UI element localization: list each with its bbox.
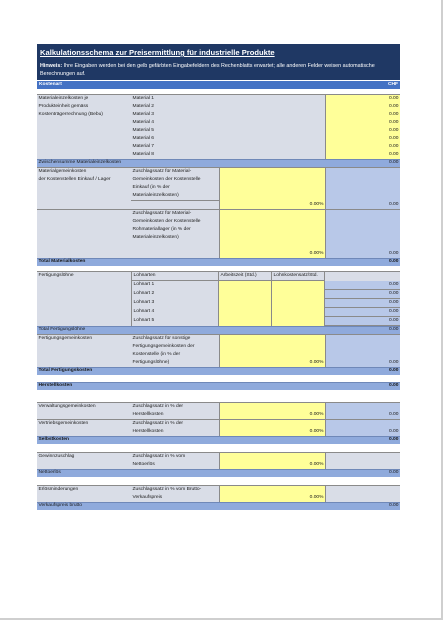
- selbstkosten-label: Selbstkosten: [38, 437, 69, 443]
- material-item-2-name: Material 2: [131, 103, 219, 111]
- material-item-1-value[interactable]: 0.00: [325, 95, 400, 103]
- material-z2-line-4: Materialeinzelkosten): [131, 234, 219, 242]
- fertigung-overhead-block: [37, 334, 400, 359]
- material-gk-label-2: der Kostenstellen Einkauf / Lager: [37, 176, 131, 184]
- sheet-header: [37, 44, 400, 80]
- material-item-5-value[interactable]: 0.00: [325, 127, 400, 135]
- material-z2-line-2: Gemeinkosten der Kostenstelle: [131, 218, 219, 226]
- vertrieb-label: Vertriebsgemeinkosten: [37, 420, 131, 428]
- material-overhead-block: [37, 167, 400, 201]
- material-item-8-value[interactable]: 0.00: [325, 151, 400, 159]
- material-total-row: [37, 258, 400, 266]
- material-total-value: 0.00: [388, 259, 399, 265]
- column-header-band: [37, 81, 400, 89]
- material-item-3-name: Material 3: [131, 111, 219, 119]
- vertrieb-block: [37, 419, 400, 436]
- fertigung-z-value: 0.00: [325, 359, 400, 367]
- col-lohnkostensatz: Lohnkostensatz/Std.: [272, 272, 325, 281]
- fertigung-block: [37, 271, 400, 326]
- column-chf: CHF: [387, 81, 398, 87]
- verkaufspreis-row: [37, 502, 400, 510]
- fertigung-total-row: [37, 367, 400, 375]
- material-item-3-value[interactable]: 0.00: [325, 111, 400, 119]
- erloes-label: Erlösminderungen: [37, 486, 131, 494]
- material-item-6-name: Material 6: [131, 135, 219, 143]
- lohnart-4-name: Lohnart 4: [131, 308, 219, 317]
- fertigung-z-line-3: Kostenstelle (in % der: [131, 351, 219, 359]
- material-z2-line-3: Rohmateriallager (in % der: [131, 226, 219, 234]
- hint-label: Hinweis:: [40, 63, 63, 69]
- lohnart-2-name: Lohnart 2: [131, 290, 219, 299]
- gewinn-line-1: Zuschlagssatz in % vom: [131, 453, 219, 461]
- selbstkosten-value: 0.00: [388, 437, 399, 443]
- lohnart-1-value: 0.00: [325, 281, 400, 290]
- selbstkosten-row: [37, 436, 400, 444]
- col-arbeitszeit: Arbeitszeit (Std.): [219, 272, 272, 281]
- material-item-4-value[interactable]: 0.00: [325, 119, 400, 127]
- material-z1-line-2: Gemeinkosten der Kostenstelle: [131, 176, 219, 184]
- lohnart-3-name: Lohnart 3: [131, 299, 219, 308]
- sheet-title: Kalkulationsschema zur Preisermittlung für industrielle Produkte: [40, 48, 275, 57]
- herstellkosten-row: [37, 382, 400, 390]
- erloes-block: [37, 485, 400, 502]
- verkaufspreis-label: Verkaufspreis brutto: [38, 503, 82, 509]
- verwaltung-line-1: Zuschlagssatz in % der: [131, 403, 219, 411]
- nettoerloes-value: 0.00: [388, 470, 399, 476]
- fertigung-total-value: 0.00: [388, 368, 399, 374]
- material-item-7-value[interactable]: 0.00: [325, 143, 400, 151]
- material-subtotal-label: Zwischensumme Materialeinzelkosten: [38, 160, 122, 166]
- gewinn-pct[interactable]: 0.00%: [219, 461, 325, 469]
- fertigungsloehne-total-row: [37, 326, 400, 334]
- material-item-4-name: Material 4: [131, 119, 219, 127]
- hint-body: Ihre Eingaben werden bei den gelb gefärbten Eingabefeldern des Rechenblatts erwartet; alle anderen Felder weisen automatische Berechnungen auf.: [40, 63, 375, 77]
- material-z1-line-4: Materialeinzelkosten): [131, 192, 219, 201]
- material-label-1: Materialeinzelkosten je: [37, 95, 131, 103]
- gewinn-block: [37, 452, 400, 469]
- erloes-pct[interactable]: 0.00%: [219, 494, 325, 502]
- gewinn-line-2: Nettoerlös: [131, 461, 219, 469]
- material-item-1-name: Material 1: [131, 95, 219, 103]
- fertigung-z-pct[interactable]: 0.00%: [219, 359, 325, 367]
- material-total-label: Total Materialkosten: [38, 259, 86, 265]
- material-item-5-name: Material 5: [131, 127, 219, 135]
- lohnart-5-name: Lohnart 5: [131, 317, 219, 326]
- lohnart-1-name: Lohnart 1: [131, 281, 219, 290]
- herstellkosten-value: 0.00: [388, 383, 399, 389]
- material-z2-value: 0.00: [325, 250, 400, 258]
- verwaltung-value: 0.00: [325, 411, 400, 419]
- nettoerloes-row: [37, 469, 400, 477]
- vertrieb-line-1: Zuschlagssatz in % der: [131, 420, 219, 428]
- material-label-2: Produkteinheit gemäss: [37, 103, 131, 111]
- material-item-8-name: Material 8: [131, 151, 219, 159]
- material-z1-line-3: Einkauf (in % der: [131, 184, 219, 192]
- fertigung-total-label: Total Fertigungskosten: [38, 368, 93, 374]
- fertigungsloehne-total-label: Total Fertigungslöhne: [38, 327, 86, 333]
- lohnart-3-value: 0.00: [325, 299, 400, 308]
- fertigung-z-line-4: Fertigungslöhne): [131, 359, 219, 367]
- material-subtotal-value: 0.00: [388, 160, 399, 166]
- material-item-2-value[interactable]: 0.00: [325, 103, 400, 111]
- material-label-3: Kostenträgerrechnung (Bebu): [37, 111, 131, 119]
- material-z1-value: 0.00: [325, 201, 400, 209]
- verkaufspreis-value: 0.00: [388, 503, 399, 509]
- fertigung-label: Fertigungslöhne: [37, 272, 131, 281]
- material-z2-line-1: Zuschlagssatz für Material-: [131, 210, 219, 218]
- material-item-6-value[interactable]: 0.00: [325, 135, 400, 143]
- vertrieb-value: 0.00: [325, 428, 400, 436]
- erloes-line-2: Verkaufspreis: [131, 494, 219, 502]
- material-overhead-2-block: [37, 209, 400, 250]
- column-kostenart: Kostenart: [39, 81, 62, 87]
- material-z1-line-1: Zuschlagssatz für Material-: [131, 168, 219, 176]
- material-subtotal-row: [37, 159, 400, 167]
- fertigung-gk-label: Fertigungsgemeinkosten: [37, 335, 131, 343]
- verwaltung-block: [37, 402, 400, 419]
- calculation-sheet: [37, 44, 400, 510]
- fertigungsloehne-total-value: 0.00: [388, 327, 399, 333]
- material-block: [37, 94, 400, 159]
- material-item-7-name: Material 7: [131, 143, 219, 151]
- material-z1-pct-cell[interactable]: [219, 168, 325, 201]
- hint-text: [40, 63, 397, 78]
- erloes-line-1: Zuschlagssatz in % vom Brutto-: [131, 486, 219, 494]
- verwaltung-line-2: Herstellkosten: [131, 411, 219, 419]
- verwaltung-pct[interactable]: 0.00%: [219, 411, 325, 419]
- vertrieb-line-2: Herstellkosten: [131, 428, 219, 436]
- verwaltung-label: Verwaltungsgemeinkosten: [37, 403, 131, 411]
- material-gk-label-1: Materialgemeinkosten: [37, 168, 131, 176]
- fertigung-z-line-2: Fertigungsgemeinkosten der: [131, 343, 219, 351]
- col-lohnarten: Lohnarten: [131, 272, 219, 281]
- nettoerloes-label: Nettoerlös: [38, 470, 61, 476]
- fertigung-z-line-1: Zuschlagssatz für sonstige: [131, 335, 219, 343]
- material-z1-pct[interactable]: 0.00%: [219, 201, 325, 209]
- material-z2-pct[interactable]: 0.00%: [219, 250, 325, 258]
- lohnart-4-value: 0.00: [325, 308, 400, 317]
- gewinn-label: Gewinnzuschlag: [37, 453, 131, 461]
- lohnart-2-value: 0.00: [325, 290, 400, 299]
- lohnart-5-value: 0.00: [325, 317, 400, 326]
- vertrieb-pct[interactable]: 0.00%: [219, 428, 325, 436]
- herstellkosten-label: Herstellkosten: [38, 383, 73, 389]
